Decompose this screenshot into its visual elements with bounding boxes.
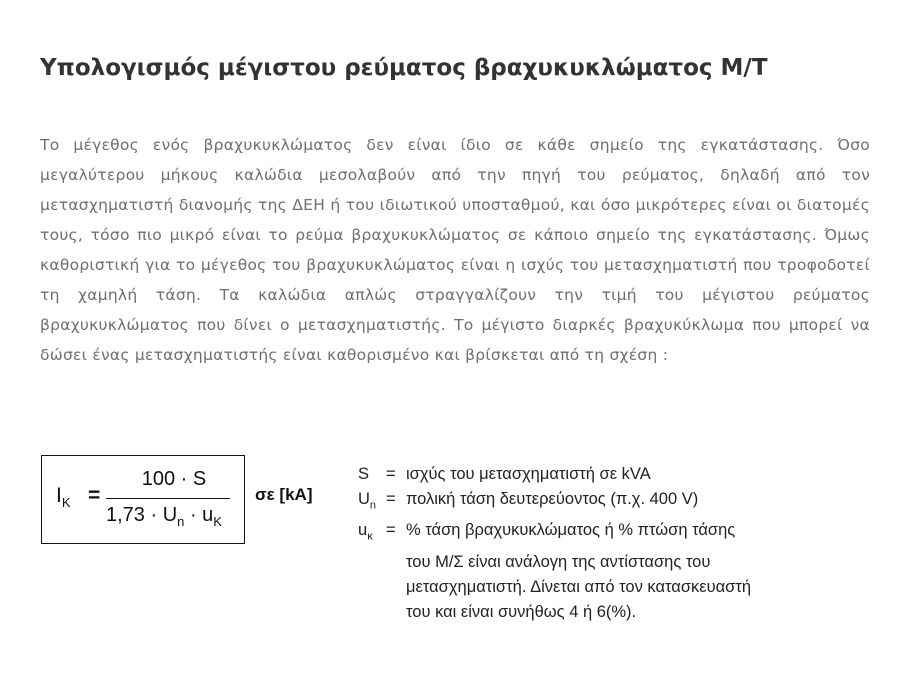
formula-denominator (106, 504, 236, 529)
formula-numerator: 100 · S (141, 468, 207, 490)
legend-equals-s: = (386, 465, 396, 483)
legend-symbol-s: S (358, 465, 370, 483)
legend-row-s (358, 462, 828, 487)
page-title: Υπολογισμός μέγιστου ρεύματος βραχυκυκλώματος Μ/Τ (40, 55, 768, 81)
legend-text-uk-line2: του Μ/Σ είναι ανάλογη της αντίστασης του (406, 552, 711, 571)
formula-denominator-prefix: 1,73 · U (106, 504, 178, 526)
legend-row-un (358, 487, 828, 518)
article-paragraph: Το μέγεθος ενός βραχυκυκλώματος δεν είναι ίδιο σε κάθε σημείο της εγκατάστασης. Όσο μεγαλύτερου μήκους καλώδια μεσολαβούν από την πηγή του ρεύματος, δηλαδή από τον μετασχηματιστή διανομής της ΔΕΗ ή του ιδιωτικού υποσταθμού, και όσο μικρότερες είναι οι διατομές τους, τόσο πιο μικρό είναι το ρεύμα βραχυκυκλώματος σε κάποιο σημείο της εγκατάστασης. Όμως καθοριστική για το μέγεθος του βραχυκυκλώματος είναι η ισχύς του μετασχηματιστή που τροφοδοτεί τη χαμηλή τάση. Τα καλώδια απλώς στραγγαλίζουν την τιμή του μέγιστου ρεύματος βραχυκυκλώματος που δίνει ο μετασχηματιστής. Το μέγιστο διαρκές βραχυκύκλωμα που μπορεί να δώσει ένας μετασχηματιστής είναι καθορισμένο και βρίσκεται από τη σχέση : (40, 136, 870, 364)
legend-symbol-uk-sub: κ (367, 530, 373, 543)
legend-symbol-uk-base: u (358, 521, 368, 540)
formula-lhs-symbol: I (56, 484, 62, 507)
legend-symbol-un-base: U (358, 490, 370, 508)
legend-equals-uk: = (386, 521, 396, 540)
legend-symbol-un (358, 487, 386, 518)
formula-equals-sign: = (88, 484, 101, 507)
formula-box (41, 455, 245, 544)
legend-text-uk-line4: του και είναι συνήθως 4 ή 6(%). (406, 602, 637, 621)
legend-symbol-un-sub: n (369, 499, 377, 512)
legend-row-uk (358, 518, 828, 549)
legend-text-uk-line1: % τάση βραχυκυκλώματος ή % πτώση τάσης (406, 521, 736, 540)
legend-text-s: ισχύς του μετασχηματιστή σε kVA (406, 465, 651, 483)
legend-text-un: πολική τάση δευτερεύοντος (π.χ. 400 V) (406, 490, 699, 508)
formula-denominator-sub-k: K (213, 514, 222, 529)
formula-fraction-bar (106, 498, 230, 499)
formula-unit-label: σε [kA] (255, 485, 313, 504)
formula-denominator-sub-n: n (177, 514, 185, 529)
formula-legend (358, 462, 828, 625)
formula-denominator-mid: · u (184, 504, 214, 526)
legend-equals-un: = (386, 490, 396, 508)
formula-lhs-subscript: K (61, 495, 71, 511)
legend-text-uk-line3: μετασχηματιστή. Δίνεται από τον κατασκευαστή (406, 577, 752, 596)
formula-lhs (56, 484, 71, 510)
legend-symbol-uk (358, 518, 386, 549)
